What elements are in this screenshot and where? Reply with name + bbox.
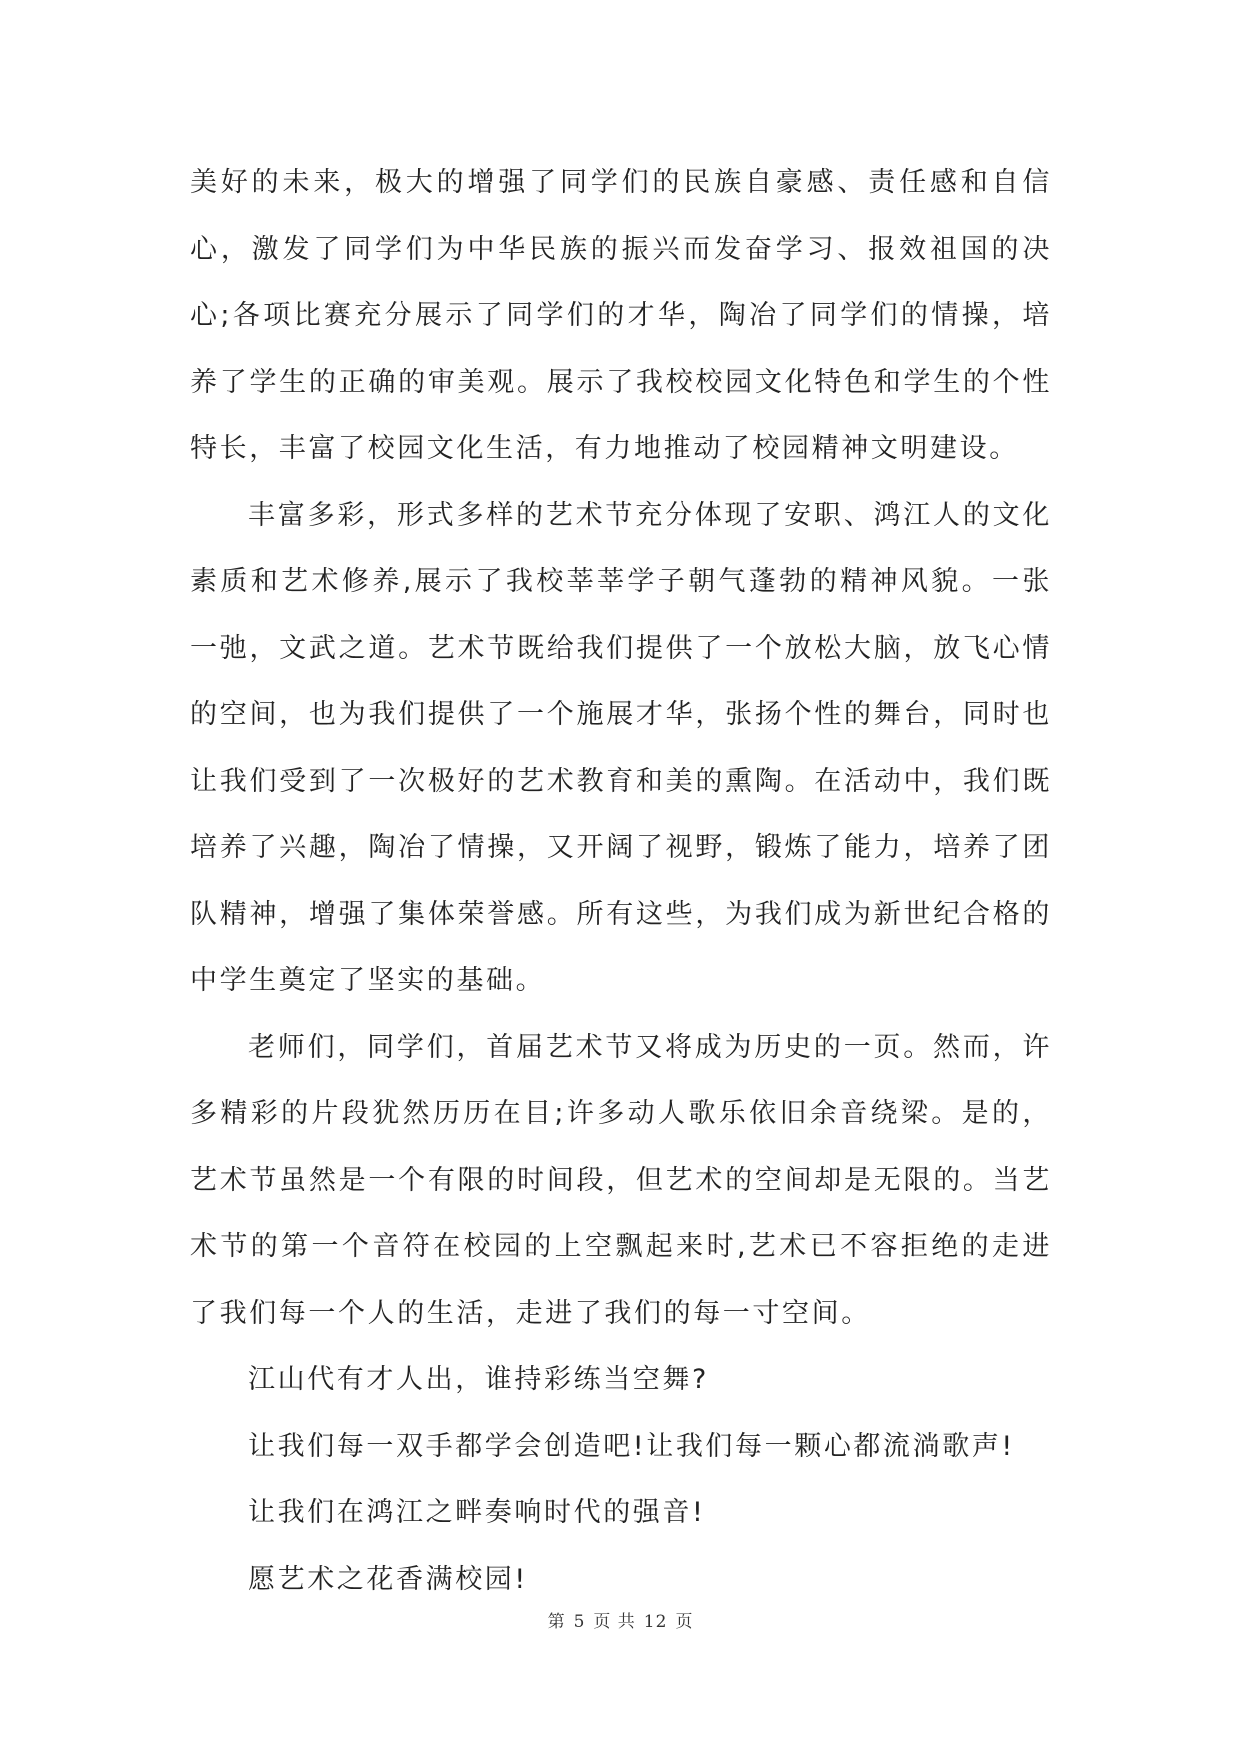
footer-suffix: 页 <box>675 1612 694 1632</box>
paragraph-3: 老师们，同学们，首届艺术节又将成为历史的一页。然而，许多精彩的片段犹然历历在目;许多动人歌乐依旧余音绕梁。是的，艺术节虽然是一个有限的时间段，但艺术的空间却是无限的。当艺术节的第一个音符在校园的上空飘起来时,艺术已不容拒绝的走进了我们每一个人的生活，走进了我们的每一寸空间。 <box>190 1031 1052 1329</box>
paragraph-5: 让我们每一双手都学会创造吧!让我们每一颗心都流淌歌声! <box>248 1430 1015 1462</box>
paragraph-4: 江山代有才人出，谁持彩练当空舞? <box>248 1364 709 1395</box>
page-footer <box>0 1607 1241 1632</box>
paragraph-1: 美好的未来，极大的增强了同学们的民族自豪感、责任感和自信心，激发了同学们为中华民族的振兴而发奋学习、报效祖国的决心;各项比赛充分展示了同学们的才华，陶冶了同学们的情操，培养了学生的正确的审美观。展示了我校校园文化特色和学生的个性特长，丰富了校园文化生活，有力地推动了校园精神文明建设。 <box>190 167 1052 464</box>
paragraph-6: 让我们在鸿江之畔奏响时代的强音! <box>248 1497 706 1528</box>
footer-current-page: 5 <box>573 1612 586 1632</box>
paragraph-7: 愿艺术之花香满校园! <box>248 1563 528 1595</box>
paragraph-2: 丰富多彩，形式多样的艺术节充分体现了安职、鸿江人的文化素质和艺术修养,展示了我校莘莘学子朝气蓬勃的精神风貌。一张一弛，文武之道。艺术节既给我们提供了一个放松大脑，放飞心情的空间，也为我们提供了一个施展才华，张扬个性的舞台，同时也让我们受到了一次极好的艺术教育和美的熏陶。在活动中，我们既培养了兴趣，陶冶了情操，又开阔了视野，锻炼了能力，培养了团队精神，增强了集体荣誉感。所有这些，为我们成为新世纪合格的中学生奠定了坚实的基础。 <box>190 499 1052 996</box>
footer-prefix: 第 <box>547 1612 566 1632</box>
footer-middle: 页 共 <box>593 1612 636 1632</box>
document-body <box>190 150 1052 1613</box>
footer-total-pages: 12 <box>643 1612 668 1632</box>
